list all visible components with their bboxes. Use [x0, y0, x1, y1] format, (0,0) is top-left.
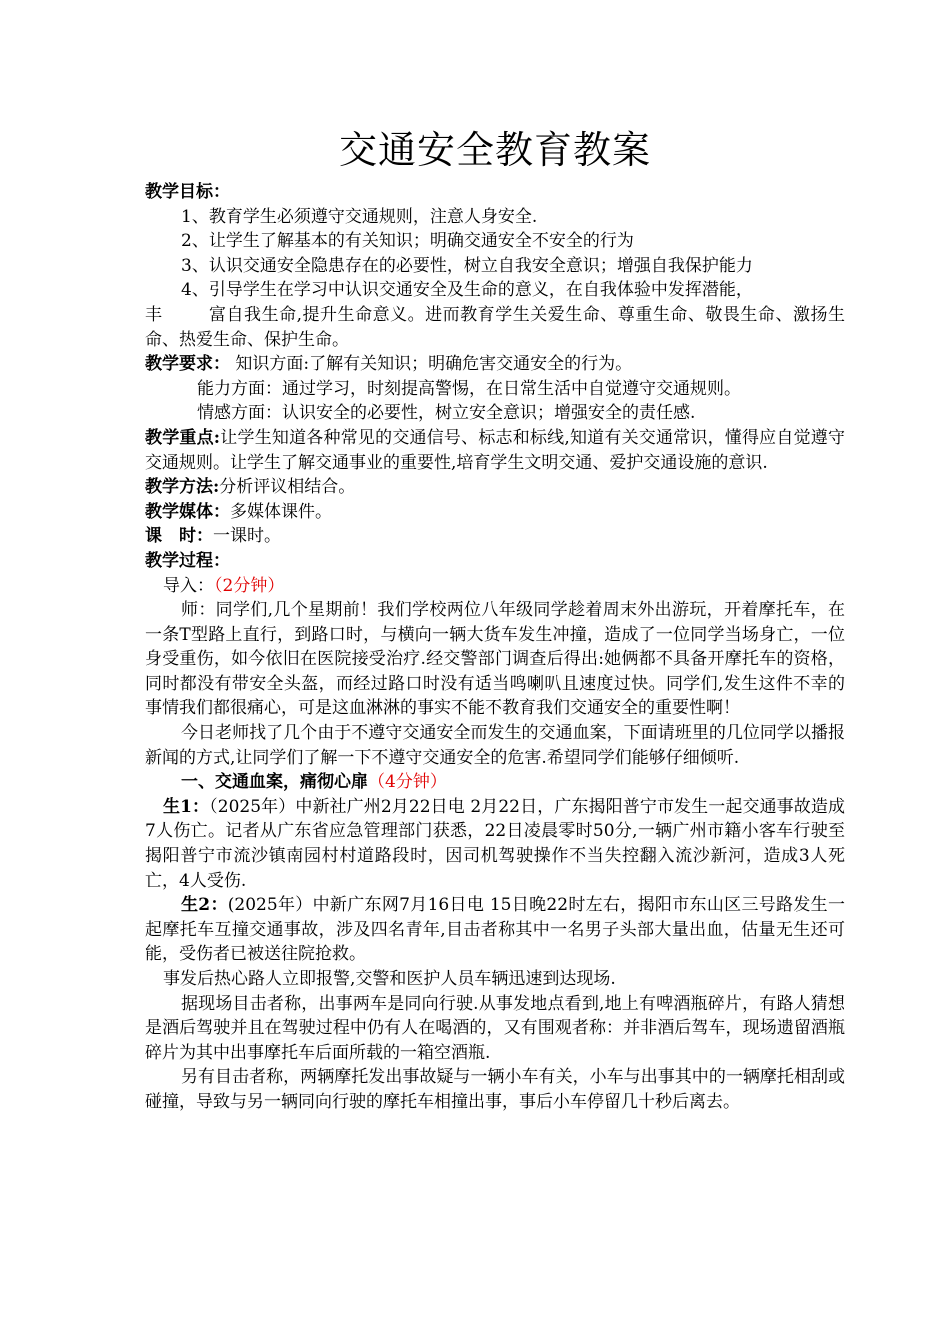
requirements-knowledge-text: 知识方面:了解有关知识；明确危害交通安全的行为。 — [230, 354, 633, 375]
student2-paragraph — [145, 893, 845, 967]
document-title: 交通安全教育教案 — [338, 128, 651, 172]
objective-item-continuation — [145, 303, 845, 352]
requirements-knowledge — [145, 352, 845, 377]
requirements-ability: 能力方面：通过学习，时刻提高警惕，在日常生活中自觉遵守交通规则。 — [197, 378, 741, 399]
process-heading: 教学过程： — [145, 550, 230, 571]
student2-text: (2025年）中新广东网7月16日电 15日晚22时左右，揭阳市东山区三号路发生一起摩托车互撞交通事故，涉及四名青年,目击者称其中一名男子头部大量出血，估量无生还可能，受伤者已被送往院抢救。 — [145, 895, 845, 965]
intro-label: 导入： — [163, 575, 214, 596]
duration-text: 一课时。 — [213, 526, 281, 547]
section1-heading — [145, 770, 845, 795]
media-line — [145, 500, 845, 525]
objective-item: 4、引导学生在学习中认识交通安全及生命的意义，在自我体验中发挥潜能， — [181, 280, 753, 301]
focus-text: 让学生知道各种常见的交通信号、标志和标线,知道有关交通常识，懂得应自觉遵守交通规则。让学生了解交通事业的重要性,培育学生文明交通、爱护交通设施的意识. — [145, 427, 845, 473]
intro-line — [145, 574, 845, 599]
witness-paragraph: 据现场目击者称，出事两车是同向行驶.从事发地点看到,地上有啤酒瓶碎片，有路人猜想是酒后驾驶并且在驾驶过程中仍有人在喝酒的，又有围观者称：并非酒后驾车，现场遗留酒瓶碎片为其中出事摩托车后面所载的一箱空酒瓶. — [145, 993, 845, 1063]
method-text: 分析评议相结合。 — [219, 477, 356, 498]
media-text: 多媒体课件。 — [230, 501, 332, 522]
other-witness-paragraph: 另有目击者称，两辆摩托发出事故疑与一辆小车有关，小车与出事其中的一辆摩托相刮或碰撞，导致与另一辆同向行驶的摩托车相撞出事，事后小车停留几十秒后离去。 — [145, 1067, 845, 1112]
requirements-heading: 教学要求： — [145, 354, 230, 375]
intro-time: （2分钟） — [214, 575, 285, 596]
student2-label: 生2： — [181, 895, 228, 916]
method-line — [145, 475, 845, 500]
requirements-emotion: 情感方面：认识安全的必要性，树立安全意识；增强安全的责任感. — [197, 403, 696, 424]
objective-cont-b: 富自我生命,提升生命意义。进而教育学生关爱生命、尊重生命、敬畏生命、激扬生命、热爱生命、保护生命。 — [145, 304, 845, 350]
objective-cont-a: 丰 — [145, 304, 163, 325]
objective-item: 3、认识交通安全隐患存在的必要性，树立自我安全意识；增强自我保护能力 — [181, 255, 753, 276]
student1-label: 生1： — [163, 796, 210, 817]
news-intro-paragraph: 今日老师找了几个由于不遵守交通安全而发生的交通血案，下面请班里的几位同学以播报新闻的方式,让同学们了解一下不遵守交通安全的危害.希望同学们能够仔细倾听. — [145, 723, 845, 768]
document-page — [145, 122, 845, 1115]
teacher-paragraph: 师：同学们,几个星期前！我们学校两位八年级同学趁着周末外出游玩，开着摩托车，在一条T型路上直行，到路口时，与横向一辆大货车发生冲撞，造成了一位同学当场身亡，一位身受重伤，如今依旧在医院接受治疗.经交警部门调查后得出:她俩都不具备开摩托车的资格，同时都没有带安全头盔，而经过路口时没有适当鸣喇叭且速度过快。同学们,发生这件不幸的事情我们都很痛心，可是这血淋淋的事实不能不教育我们交通安全的重要性啊！ — [145, 600, 845, 719]
duration-line — [145, 524, 845, 549]
duration-heading: 课 时： — [145, 526, 213, 547]
section1-title: 一、交通血案，痛彻心扉 — [181, 772, 368, 793]
student1-paragraph — [145, 795, 845, 893]
method-heading: 教学方法: — [145, 477, 220, 498]
objectives-heading: 教学目标： — [145, 182, 230, 202]
section1-time: （4分钟） — [368, 772, 447, 793]
student1-text: （2025年）中新社广州2月22日电 2月22日，广东揭阳普宁市发生一起交通事故造成7人伤亡。记者从广东省应急管理部门获悉，22日凌晨零时50分,一辆广州市籍小客车行驶至揭阳普宁市流沙镇南园村村道路段时，因司机驾驶操作不当失控翻入流沙新河，造成3人死亡，4人受伤. — [145, 796, 845, 891]
focus-paragraph — [145, 426, 845, 475]
after-accident-paragraph: 事发后热心路人立即报警,交警和医护人员车辆迅速到达现场. — [163, 969, 616, 989]
objective-item: 1、教育学生必须遵守交通规则，注意人身安全. — [181, 206, 538, 227]
focus-heading: 教学重点: — [145, 427, 221, 448]
media-heading: 教学媒体： — [145, 501, 230, 522]
objective-item: 2、让学生了解基本的有关知识；明确交通安全不安全的行为 — [181, 231, 634, 252]
